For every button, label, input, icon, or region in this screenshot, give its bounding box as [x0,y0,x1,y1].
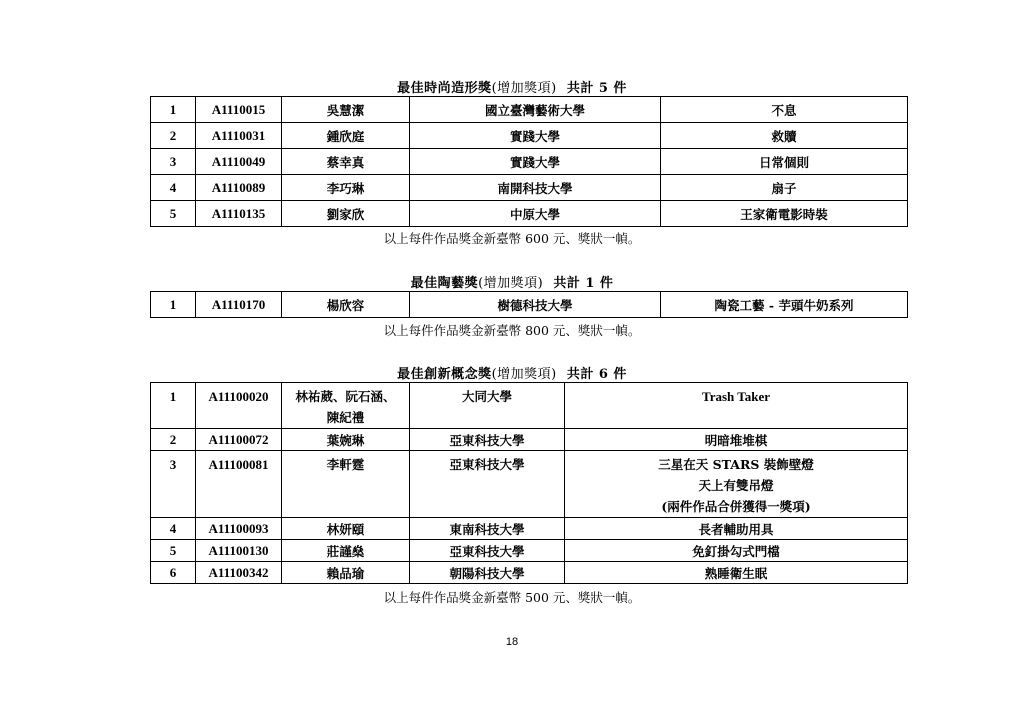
section-title-fashion [0,77,1024,96]
student-name: 李巧琳 [282,175,410,201]
entry-id: A1110089 [196,175,282,201]
entry-id: A1110049 [196,149,282,175]
student-name: 李軒霆 [282,451,410,518]
row-number: 3 [151,149,196,175]
work-title: 日常個則 [661,149,908,175]
work-title-line: 三星在天 STARS 裝飾壁燈 [658,457,814,472]
table-row [151,123,908,149]
work-title: 救贖 [661,123,908,149]
section-title-text: 最佳陶藝獎 [410,276,479,291]
student-name: 楊欣容 [282,292,410,318]
entry-id: A11100130 [196,540,282,562]
student-name: 蔡幸真 [282,149,410,175]
section-title-text: 最佳時尚造形獎 [397,81,492,96]
school-name: 朝陽科技大學 [410,562,565,584]
section-count: 共計 5 件 [566,81,627,96]
prize-note-innovation: 以上每件作品獎金新臺幣 500 元、獎狀一幀。 [383,590,641,605]
table-row [151,292,908,318]
work-title: Trash Taker [565,383,908,429]
entry-id: A11100020 [196,383,282,429]
row-number: 3 [151,451,196,518]
school-name: 南開科技大學 [410,175,661,201]
student-name: 賴品瑜 [282,562,410,584]
prize-note-fashion: 以上每件作品獎金新臺幣 600 元、獎狀一幀。 [383,231,641,246]
student-name: 鍾欣庭 [282,123,410,149]
section-title-innovation [0,363,1024,382]
row-number: 2 [151,123,196,149]
entry-id: A1110170 [196,292,282,318]
student-name: 林妍頤 [282,518,410,540]
entry-id: A11100342 [196,562,282,584]
entry-id: A1110015 [196,97,282,123]
row-number: 6 [151,562,196,584]
award-table-innovation [150,382,908,584]
row-number: 2 [151,429,196,451]
work-title: 長者輔助用具 [565,518,908,540]
row-number: 1 [151,383,196,429]
entry-id: A11100081 [196,451,282,518]
student-name-line: 陳紀禮 [326,410,365,425]
entry-id: A11100072 [196,429,282,451]
student-name [282,383,410,429]
entry-id: A1110135 [196,201,282,227]
work-title: 王家衛電影時裝 [661,201,908,227]
work-title: 扇子 [661,175,908,201]
student-name: 劉家欣 [282,201,410,227]
table-row [151,540,908,562]
school-name: 大同大學 [410,383,565,429]
school-name: 亞東科技大學 [410,540,565,562]
table-row [151,429,908,451]
school-name: 樹德科技大學 [410,292,661,318]
work-title-line: 天上有雙吊燈 [698,478,774,493]
school-name: 中原大學 [410,201,661,227]
work-title [565,451,908,518]
table-row [151,518,908,540]
table-row [151,97,908,123]
table-row [151,383,908,429]
row-number: 5 [151,540,196,562]
section-title-ceramics [0,272,1024,291]
work-title: 熟睡衛生眠 [565,562,908,584]
page-number: 18 [505,636,519,648]
work-title: 陶瓷工藝 - 芋頭牛奶系列 [661,292,908,318]
section-title-text: 最佳創新概念獎 [397,367,492,382]
award-table-ceramics [150,291,908,318]
work-title: 免釘掛勾式門檔 [565,540,908,562]
work-title-line: (兩件作品合併獲得一獎項) [661,499,811,514]
school-name: 亞東科技大學 [410,451,565,518]
student-name: 吳慧潔 [282,97,410,123]
award-table-fashion [150,96,908,227]
student-name: 葉婉琳 [282,429,410,451]
table-row [151,175,908,201]
student-name-line: 林祐葳、阮石涵、 [295,389,396,404]
row-number: 1 [151,97,196,123]
school-name: 國立臺灣藝術大學 [410,97,661,123]
prize-note-ceramics: 以上每件作品獎金新臺幣 800 元、獎狀一幀。 [383,323,641,338]
table-row [151,149,908,175]
row-number: 1 [151,292,196,318]
school-name: 實踐大學 [410,149,661,175]
row-number: 4 [151,175,196,201]
student-name: 莊謹燊 [282,540,410,562]
table-row [151,562,908,584]
row-number: 4 [151,518,196,540]
entry-id: A1110031 [196,123,282,149]
section-title-paren: (增加獎項) [478,276,544,291]
entry-id: A11100093 [196,518,282,540]
row-number: 5 [151,201,196,227]
section-title-paren: (增加獎項) [491,367,557,382]
section-title-paren: (增加獎項) [491,81,557,96]
section-count: 共計 1 件 [553,276,614,291]
section-count: 共計 6 件 [566,367,627,382]
table-row [151,451,908,518]
work-title: 不息 [661,97,908,123]
school-name: 亞東科技大學 [410,429,565,451]
table-row [151,201,908,227]
school-name: 實踐大學 [410,123,661,149]
work-title: 明暗堆堆棋 [565,429,908,451]
school-name: 東南科技大學 [410,518,565,540]
